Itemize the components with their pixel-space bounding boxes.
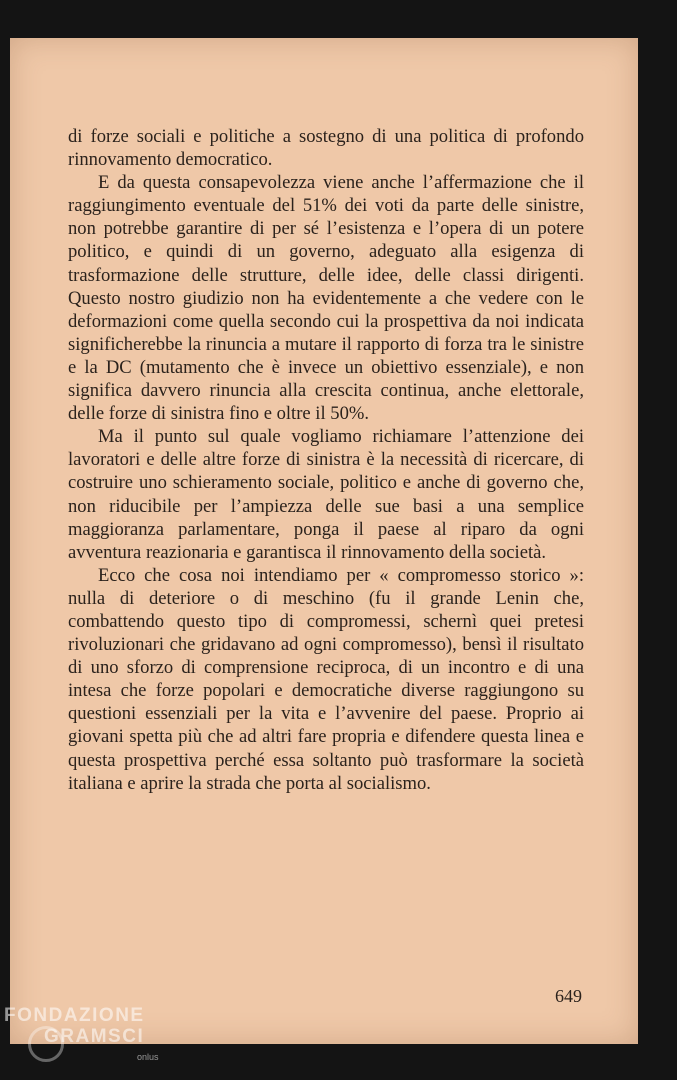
page-body-text: [68, 125, 584, 795]
watermark-line3: onlus: [137, 1052, 159, 1062]
paragraph-continuation: di forze sociali e politiche a sostegno di una politica di profondo rinnovamento democratico.: [68, 126, 584, 171]
page-number: 649: [555, 986, 582, 1006]
paragraph-punto: Ma il punto sul quale vogliamo richiamare l’attenzione dei lavoratori e delle altre forze di sinistra è la necessità di ricercare, di costruire uno schieramento sociale, politico e anche di governo che, non riducibile per l’ampiezza delle sue basi a una semplice maggioranza parlamentare, ponga il paese al riparo da ogni avventura reazionaria e garantisca il rinnovamento della società.: [68, 426, 584, 563]
watermark-line2: GRAMSCI: [44, 1026, 145, 1047]
paragraph-compromesso-storico: Ecco che cosa noi intendiamo per « compromesso storico »: nulla di deteriore o di meschino (fu il grande Lenin che, combattendo questo tipo di compromessi, schernì quei pretesi rivoluzionari che gridavano ad ogni compromesso), bensì il risultato di uno sforzo di comprensione reciproca, di un incontro e di una intesa che forze popolari e democratiche diverse raggiungono su questioni essenziali per la vita e l’avvenire del paese. Proprio ai giovani spetta più che ad altri fare propria e difendere questa linea e questa prospettiva perché essa soltanto può trasformare la società italiana e aprire la strada che porta al socialismo.: [68, 564, 584, 794]
book-page: [10, 38, 638, 1044]
watermark-line1: FONDAZIONE: [4, 1005, 145, 1026]
watermark: [4, 1005, 159, 1062]
paragraph-consapevolezza: E da questa consapevolezza viene anche l’affermazione che il raggiungimento eventuale del 51% dei voti da parte delle sinistre, non potrebbe garantire di per sé l’esistenza e l’opera di un potere politico, e quindi di un governo, adeguato alla esigenza di trasformazione delle strutture, delle idee, delle classi dirigenti. Questo nostro giudizio non ha evidentemente a che vedere con le deformazioni come quella secondo cui la prospettiva da noi indicata significherebbe la rinuncia a mutare il rapporto di forza tra le sinistre e la DC (mutamento che è invece un obiettivo essenziale), e non significa davvero rinuncia alla crescita continua, anche elettorale, delle forze di sinistra fino e oltre il 50%.: [68, 172, 584, 425]
